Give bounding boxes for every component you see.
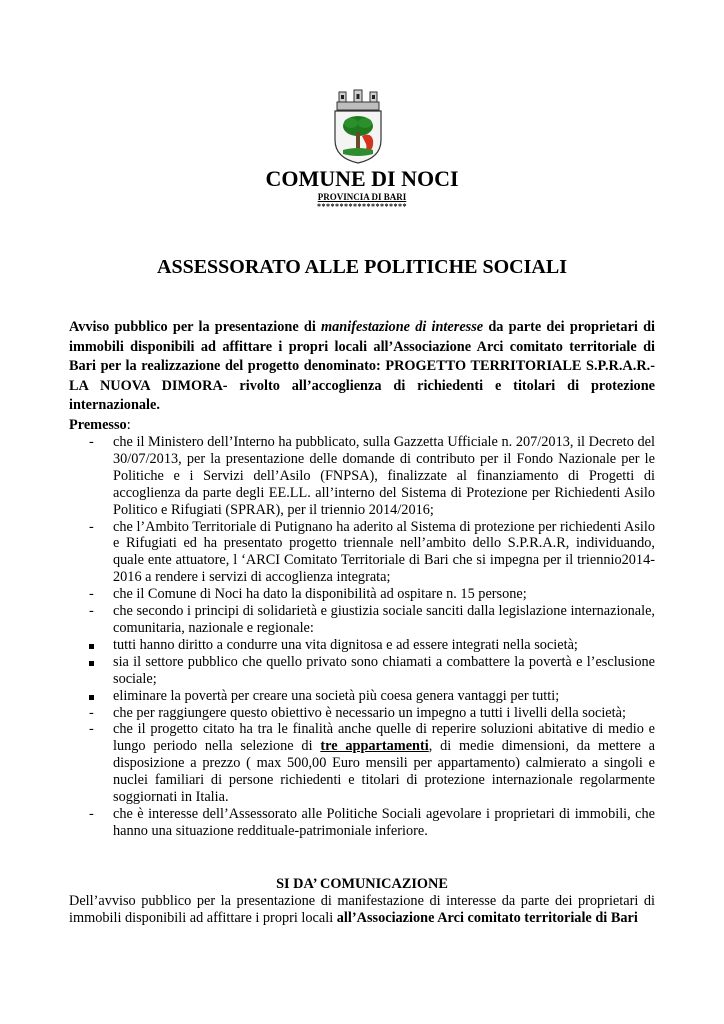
list-item [69,519,655,587]
notice-paragraph [69,318,655,416]
list-item [69,434,655,519]
square-bullet-icon [69,654,113,671]
list-item [69,586,655,603]
coat-of-arms-icon [329,88,387,164]
list-item-text: che l’Ambito Territoriale di Putignano ha aderito al Sistema di protezione per richiedenti Asilo e Rifugiati ed ha presentato progetto triennale nell’ambito dello S.P.R.A.R, individuando, quale ente attuatore, l ‘ARCI Comitato Territoriale di Bari che si impegna per il triennio2014-2016 a rendere i servizi di accoglienza integrata; [113,518,655,586]
premesso-heading [69,417,131,434]
list-item-text: che secondo i principi di solidarietà e giustizia sociale sanciti dalla legislazione internazionale, comunitaria, nazionale e regionale: [113,603,655,636]
list-item [69,654,655,688]
list-item [69,603,655,637]
premesso-label: Premesso [69,417,127,433]
premesso-colon: : [126,417,131,433]
notice-emphasis: manifestazione di interesse [321,319,484,335]
list-item-text: sia il settore pubblico che quello privato sono chiamati a combattere la povertà e l’esclusione sociale; [113,653,655,687]
province-name: PROVINCIA DI BARI [317,192,407,202]
dash-marker: - [89,603,94,620]
dash-marker: - [89,721,94,738]
header-separator: ******************** [317,202,407,211]
dash-marker: - [89,805,94,822]
list-item-text: che il Ministero dell’Interno ha pubblicato, sulla Gazzetta Ufficiale n. 207/2013, il Decreto del 30/07/2013, per la presentazione delle domande di contributo per il Fondo Nazionale per le Politiche e i Servizi dell’Asilo (FNPSA), finalizzate al finanziamento di Progetti di accoglienza da parte degli EE.LL. all’interno del Sistema di Protezione per Richiedenti Asilo Politico e Rifugiati (SPRAR), per il triennio 2014/2016; [113,434,655,518]
communication-paragraph [69,893,655,927]
dash-marker: - [89,434,94,450]
dash-marker: - [89,704,94,721]
list-item-text-after: , di medie dimensioni, da mettere a disposizione a prezzo ( max 500,00 Euro mensili per appartamento) calmierato a singoli e nuclei familiari di persone richiedenti e titolari di protezione internazionale regolarmente soggiornati in Italia. [113,738,655,806]
list-item [69,637,655,654]
municipality-name: COMUNE DI NOCI [265,166,459,191]
premises-list [69,434,655,840]
list-item-text: eliminare la povertà per creare una società più coesa genera vantaggi per tutti; [113,687,560,704]
list-item-text [113,721,655,806]
notice-part-2: da parte dei proprietari di immobili disponibili ad affittare i propri locali all’Associazione Arci comitato territoriale di Bari per la realizzazione del progetto denominato: PROGETTO TERRITORIALE S.P.R.A.R.- LA NUOVA DIMORA- rivolto all’accoglienza di richiedenti e titolari di protezione internazionale. [69,319,656,413]
list-item-text: che è interesse dell’Assessorato alle Politiche Sociali agevolare i proprietari di immobili, che hanno una situazione reddituale-patrimoniale inferiore. [113,805,655,839]
list-item-text: che per raggiungere questo obiettivo è necessario un impegno a tutti i livelli della società; [113,704,626,721]
department-title: ASSESSORATO ALLE POLITICHE SOCIALI [157,256,567,278]
list-item [69,688,655,705]
communication-heading: SI DA’ COMUNICAZIONE [276,876,448,892]
apartments-highlight: tre appartamenti [320,738,429,755]
square-bullet-icon [69,637,113,654]
dash-marker: - [89,586,94,603]
communication-text: Dell’avviso pubblico per la presentazione di manifestazione di interesse da parte dei proprietari di immobili disponibili ad affittare i propri locali [69,893,655,926]
list-item-text-before: che il progetto citato ha tra le finalità anche quelle di reperire soluzioni abitative di medio e lungo periodo nella selezione di [113,721,655,755]
dash-marker: - [89,518,94,535]
list-item-text: che il Comune di Noci ha dato la disponibilità ad ospitare n. 15 persone; [113,586,527,603]
list-item [69,705,655,722]
list-item-text: tutti hanno diritto a condurre una vita dignitosa e ad essere integrati nella società; [113,636,578,653]
square-bullet-icon [69,688,113,705]
list-item [69,806,655,840]
list-item [69,721,655,806]
notice-part-1: Avviso pubblico per la presentazione di [69,319,322,335]
communication-bold: all’Associazione Arci comitato territoriale di Bari [336,910,638,926]
